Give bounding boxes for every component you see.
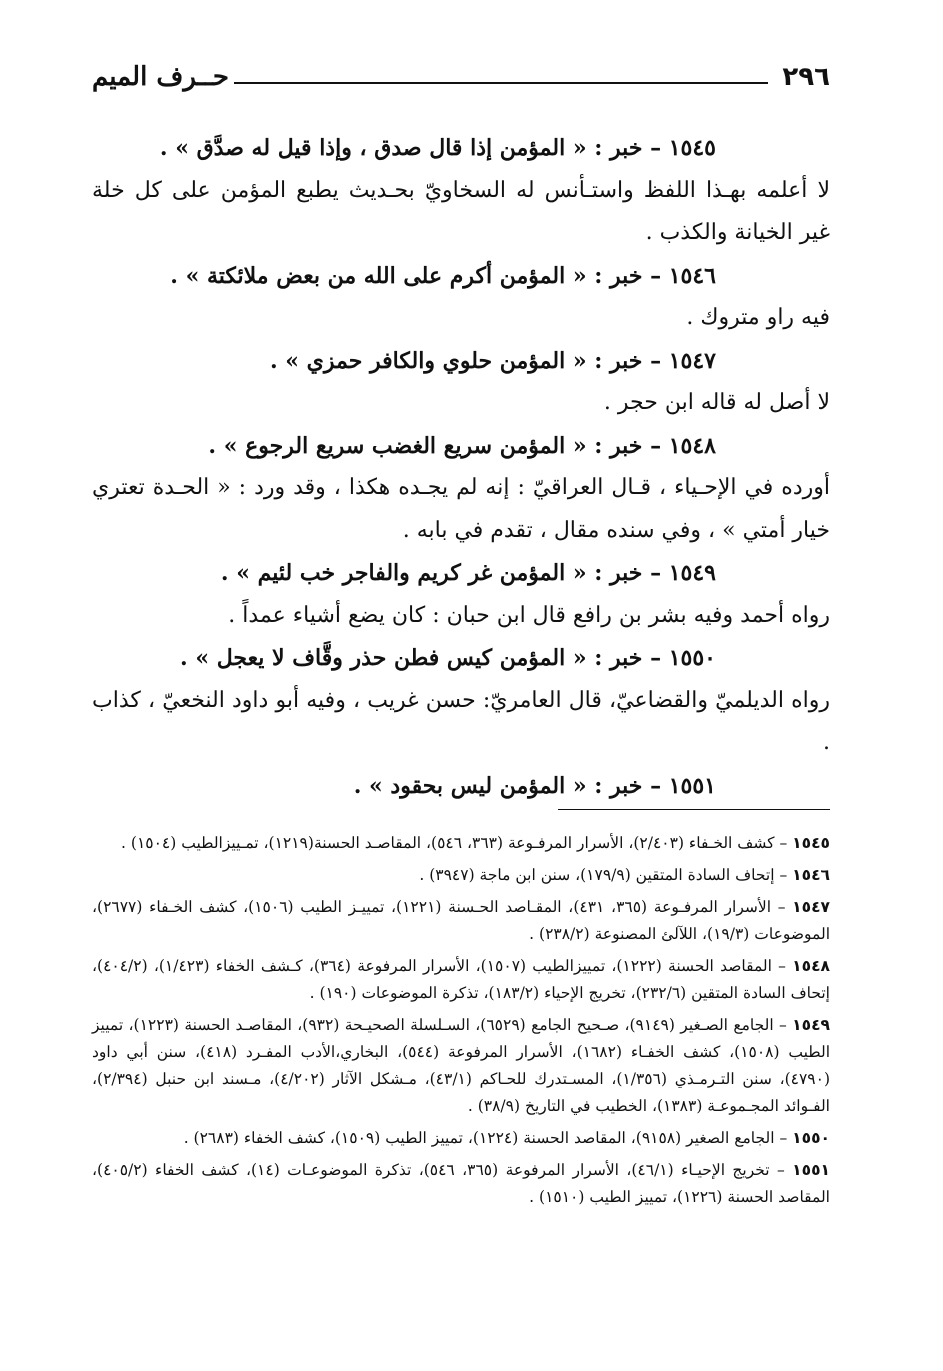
page-number: ٢٩٦ — [782, 62, 830, 92]
footnote-number: ١٥٤٥ — [792, 834, 830, 852]
entry-commentary: لا أصل له قاله ابن حجر . — [603, 390, 830, 415]
entry-commentary: لا أعلمه بهـذا اللفظ واستـأنس له السخاويّ بحـديث يطبع المؤمن على كل خلة غير الخيانة والكذب . — [92, 177, 830, 245]
footnote — [92, 862, 830, 889]
hadith-entry: ١٥٤٥ – خبر : « المؤمن إذا قال صدق ، وإذا قيل له صدَّق » . — [159, 135, 716, 161]
footnote-text: – المقاصد الحسنة (١٢٢٢)، تمييزالطيب (١٥٠٧)، الأسرار المرفوعة (٣٦٤)، كـشف الخفاء (١/٤٢٣)، (٤٠٤/٢)، إتحاف السادة المتقين (٢٣٢/٦)، تخريج الإحياء (١٨٣/٢)، تذكرة الموضوعات (١٩٠) . — [92, 957, 830, 1002]
footnote-text: – الأسرار المرفـوعة (٣٦٥، ٤٣١)، المقـاصد الحـسنة (١٢٢١)، تمييـز الطيب (١٥٠٦)، كشف الخـفاء (٢٦٧٧)، الموضوعات (١٩/٣)، اللآلئ المصنوعة (٢٣٨/٢) . — [92, 898, 830, 943]
entry-commentary: رواه الديلميّ والقضاعيّ، قال العامريّ: حسن غريب ، وفيه أبو داود النخعيّ ، كذاب . — [92, 687, 830, 755]
entry-commentary: أورده في الإحـياء ، قـال العراقيّ : إنه لم يجـده هكذا ، وقد ورد : « الحـدة تعتري خيار أمتي » ، وفي سنده مقال ، تقدم في بابه . — [92, 475, 830, 543]
footnote-text: – الجامع الصـغير (٩١٤٩)، صـحيح الجامع (٦٥٢٩)، السـلسلة الصحيـحة (٩٣٢)، المقاصـد الحسنة (١٢٢٣)، تمييز الطيب (١٥٠٨)، كشف الخفـاء (١٦٨٢)، الأسرار المرفوعة (٥٤٤)، البخاري،الأدب المفـرد (٤١٨)، سنن أبي داود (٤٧٩٠)، سنن التـرمـذي (١/٣٥٦)، المسـتدرك للحـاكم (٤٣/١)، مـشكل الآثار (٤/٢٠٢)، مـسند ابن حنبل (٢/٣٩٤)، الفـوائد المجـموعـة (١٣٨٣)، الخطيب في التاريخ (٣٨/٩) . — [92, 1016, 830, 1115]
footnote-text: – تخريج الإحيـاء (٤٦/١)، الأسرار المرفوعة (٣٦٥، ٥٤٦)، تذكرة الموضوعـات (١٤)، كشف الخفاء (٤٠٥/٢)، المقاصد الحسنة (١٢٢٦)، تمييز الطيب (١٥١٠) . — [92, 1161, 830, 1206]
chapter-title: حــرف الميم — [92, 62, 229, 92]
footnotes — [92, 809, 830, 1216]
header-rule — [234, 82, 768, 84]
hadith-entry: ١٥٥١ – خبر : « المؤمن ليس بحقود » . — [353, 772, 716, 799]
hadith-entry: ١٥٤٧ – خبر : « المؤمن حلوي والكافر حمزي » . — [269, 347, 716, 374]
footnote — [92, 830, 830, 857]
footnote-text: – إتحاف السادة المتقين (١٧٩/٩)، سنن ابن ماجة (٣٩٤٧) . — [419, 866, 788, 884]
footnote-number: ١٥٤٦ — [792, 866, 830, 884]
entry-commentary: فيه راو متروك . — [686, 305, 830, 330]
footnote — [92, 1012, 830, 1120]
footnote-number: ١٥٤٧ — [792, 898, 831, 916]
hadith-entry: ١٥٤٩ – خبر : « المؤمن غر كريم والفاجر خب لئيم » . — [220, 560, 716, 586]
footnote — [92, 1125, 830, 1152]
footnote — [92, 894, 830, 948]
footnote-number: ١٥٤٨ — [792, 957, 831, 975]
book-page — [92, 52, 830, 1312]
footnote-text: – الجامع الصغير (٩١٥٨)، المقاصد الحسنة (١٢٢٤)، تمييز الطيب (١٥٠٩)، كشف الخفاء (٢٦٨٣) . — [183, 1129, 788, 1147]
hadith-entry: ١٥٤٦ – خبر : « المؤمن أكرم على الله من بعض ملائكتة » . — [170, 262, 716, 289]
footnote — [92, 953, 830, 1007]
footnote-separator — [558, 809, 830, 810]
footnote-number: ١٥٥١ — [792, 1161, 831, 1179]
main-text — [92, 127, 830, 807]
footnote-number: ١٥٤٩ — [792, 1016, 830, 1034]
entry-commentary: رواه أحمد وفيه بشر بن رافع قال ابن حبان : كان يضع أشياء عمداً . — [228, 602, 830, 628]
footnote-text: – كشف الخـفاء (٢/٤٠٣)، الأسرار المرفـوعة (٣٦٣، ٥٤٦)، المقاصـد الحسنة(١٢١٩)، تمـييزالطيب (١٥٠٤) . — [121, 834, 788, 852]
hadith-entry: ١٥٥٠ – خبر : « المؤمن كيس فطن حذر وقَّاف لا يعجل » . — [180, 645, 716, 671]
footnote-number: ١٥٥٠ — [792, 1129, 830, 1147]
hadith-entry: ١٥٤٨ – خبر : « المؤمن سريع الغضب سريع الرجوع » . — [208, 432, 716, 459]
page-header — [92, 62, 830, 98]
footnote — [92, 1157, 830, 1211]
